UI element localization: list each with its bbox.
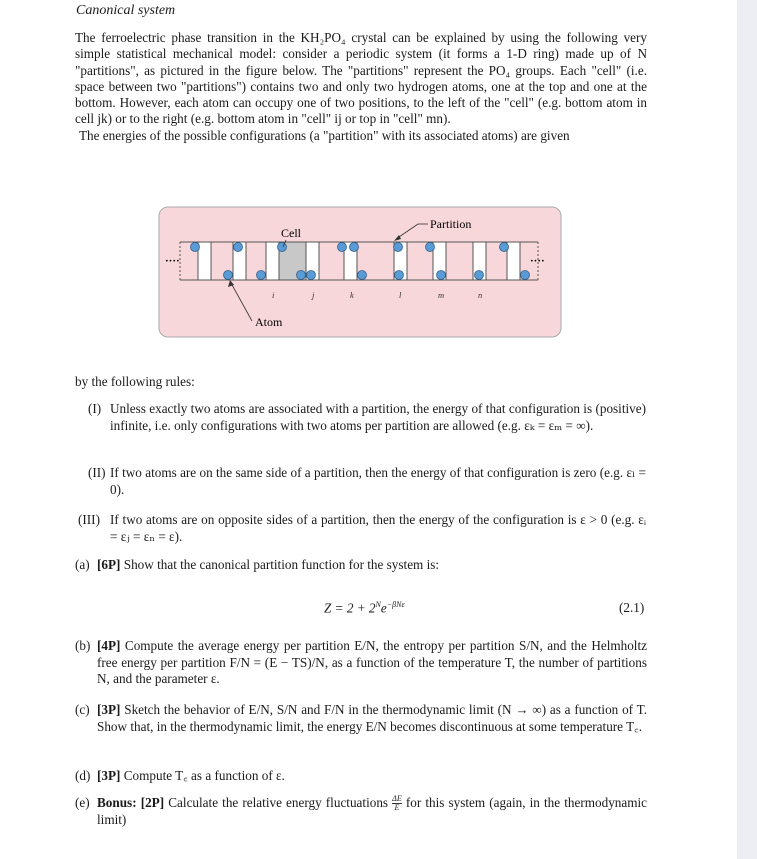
question-a-body	[97, 557, 647, 574]
atom	[475, 271, 484, 280]
section-title: Canonical system	[76, 3, 176, 18]
partition	[507, 242, 520, 280]
question-c-label: (c)	[75, 702, 90, 717]
atom	[278, 243, 287, 252]
question-c-body	[97, 702, 647, 735]
partition-letter-l: l	[399, 290, 402, 300]
question-b-body	[97, 638, 647, 688]
question-b-label: (b)	[75, 638, 91, 653]
question-e-body	[97, 795, 647, 829]
atom	[500, 243, 509, 252]
question-d-points: [3P]	[97, 768, 121, 783]
question-e-points: Bonus: [2P]	[97, 795, 165, 810]
partition-letter-j: j	[312, 290, 315, 300]
ellipsis-right: ····	[530, 255, 545, 267]
rule-1-number: (I)	[88, 401, 102, 416]
rule-1-text: Unless exactly two atoms are associated with a partition, the energy of that configuration is (positive) infinite, i.e. only configurations with two atoms per partition are allowed (e.g. εₖ = εₘ = ∞).	[110, 401, 646, 433]
atom	[358, 271, 367, 280]
question-e-text-after: for this system (again, in the thermodynamic limit)	[97, 795, 648, 828]
partition-i	[266, 242, 279, 280]
atom	[297, 271, 306, 280]
rule-2-number: (II)	[88, 465, 106, 480]
atom	[521, 271, 530, 280]
fraction-numerator: ΔE	[392, 794, 402, 804]
right-scroll-strip	[737, 0, 757, 859]
question-a	[75, 557, 647, 574]
intro-paragraph-1: The ferroelectric phase transition in the KH₂PO₄ crystal can be explained by using the following very simple statistical mechanical model: consider a periodic system (it forms a 1-D ring) made up of N "partitions", as pictured in the figure below. The "partitions" represent the PO₄ groups. Each "cell" (i.e. space between two "partitions") contains two and only two hydrogen atoms, one at the top and one at the bottom. However, each atom can occupy one of two positions, to the left of the "cell" (e.g. bottom atom in cell jk) or to the right (e.g. bottom atom in "cell" ij or top in "cell" mn).	[75, 30, 647, 127]
equation-exp-base: e	[380, 600, 387, 616]
partition	[198, 242, 211, 280]
question-b-text: Compute the average energy per partition E/N, the entropy per partition S/N, and the Helmholtz free energy per partition F/N = (E − TS)/N, as a function of the temperature T, the number of partitions N, and the parameter ε.	[97, 638, 647, 686]
atom	[307, 271, 316, 280]
partition-letter-n: n	[478, 290, 483, 300]
question-d	[75, 768, 647, 785]
equation-sup-n: N	[375, 600, 381, 609]
fluctuation-fraction	[392, 795, 402, 812]
equation-number: (2.1)	[619, 600, 645, 615]
question-a-points: [6P]	[97, 557, 121, 572]
equation-lhs: Z = 2 + 2	[324, 600, 376, 616]
atom	[338, 243, 347, 252]
atom	[224, 271, 233, 280]
equation-sup-exponent: −βNε	[386, 600, 405, 609]
question-c	[75, 702, 647, 735]
rule-1	[88, 401, 646, 434]
partition-letter-k: k	[350, 290, 354, 300]
question-a-text: Show that the canonical partition function for the system is:	[120, 557, 440, 572]
atom	[234, 243, 243, 252]
question-d-label: (d)	[75, 768, 91, 783]
cell-label: Cell	[281, 226, 301, 240]
atom-label: Atom	[255, 315, 283, 329]
rule-2-text: If two atoms are on the same side of a partition, then the energy of that configuration is zero (e.g. εₗ = 0).	[110, 465, 646, 497]
question-a-label: (a)	[75, 557, 90, 572]
intro-text	[75, 30, 647, 144]
partition-letter-i: i	[272, 290, 275, 300]
intro-paragraph-2: The energies of the possible configurations (a "partition" with its associated atoms) are given	[79, 127, 570, 143]
question-e	[75, 795, 647, 829]
question-b	[75, 638, 647, 688]
atom	[426, 243, 435, 252]
question-e-label: (e)	[75, 795, 90, 810]
question-e-text-before: Calculate the relative energy fluctuations	[164, 795, 393, 810]
question-d-text: Compute T꜀ as a function of ε.	[120, 768, 285, 783]
rule-3-text: If two atoms are on opposite sides of a partition, then the energy of the configuration is ε > 0 (e.g. εᵢ = εⱼ = εₙ = ε).	[110, 512, 646, 544]
ellipsis-left: ····	[165, 255, 180, 267]
rule-3	[78, 512, 646, 545]
question-c-text: Sketch the behavior of E/N, S/N and F/N in the thermodynamic limit (N → ∞) as a function of T. Show that, in the thermodynamic limit, the energy E/N becomes discontinuous at some temperature T꜀.	[97, 702, 647, 734]
atom	[191, 243, 200, 252]
rule-2	[88, 465, 646, 498]
equation-formula	[324, 600, 405, 616]
fraction-denominator: E	[394, 803, 400, 813]
question-c-points: [3P]	[97, 702, 121, 717]
atom	[395, 271, 404, 280]
figure-svg	[158, 206, 562, 338]
atom	[257, 271, 266, 280]
rule-3-number: (III)	[78, 512, 100, 527]
partition-label: Partition	[430, 217, 472, 231]
rules-intro: by the following rules:	[75, 374, 195, 389]
atom	[350, 243, 359, 252]
atom	[437, 271, 446, 280]
question-b-points: [4P]	[97, 638, 121, 653]
partition-letter-m: m	[438, 290, 445, 300]
question-d-body	[97, 768, 647, 785]
atom	[394, 243, 403, 252]
partition-figure	[158, 206, 562, 338]
